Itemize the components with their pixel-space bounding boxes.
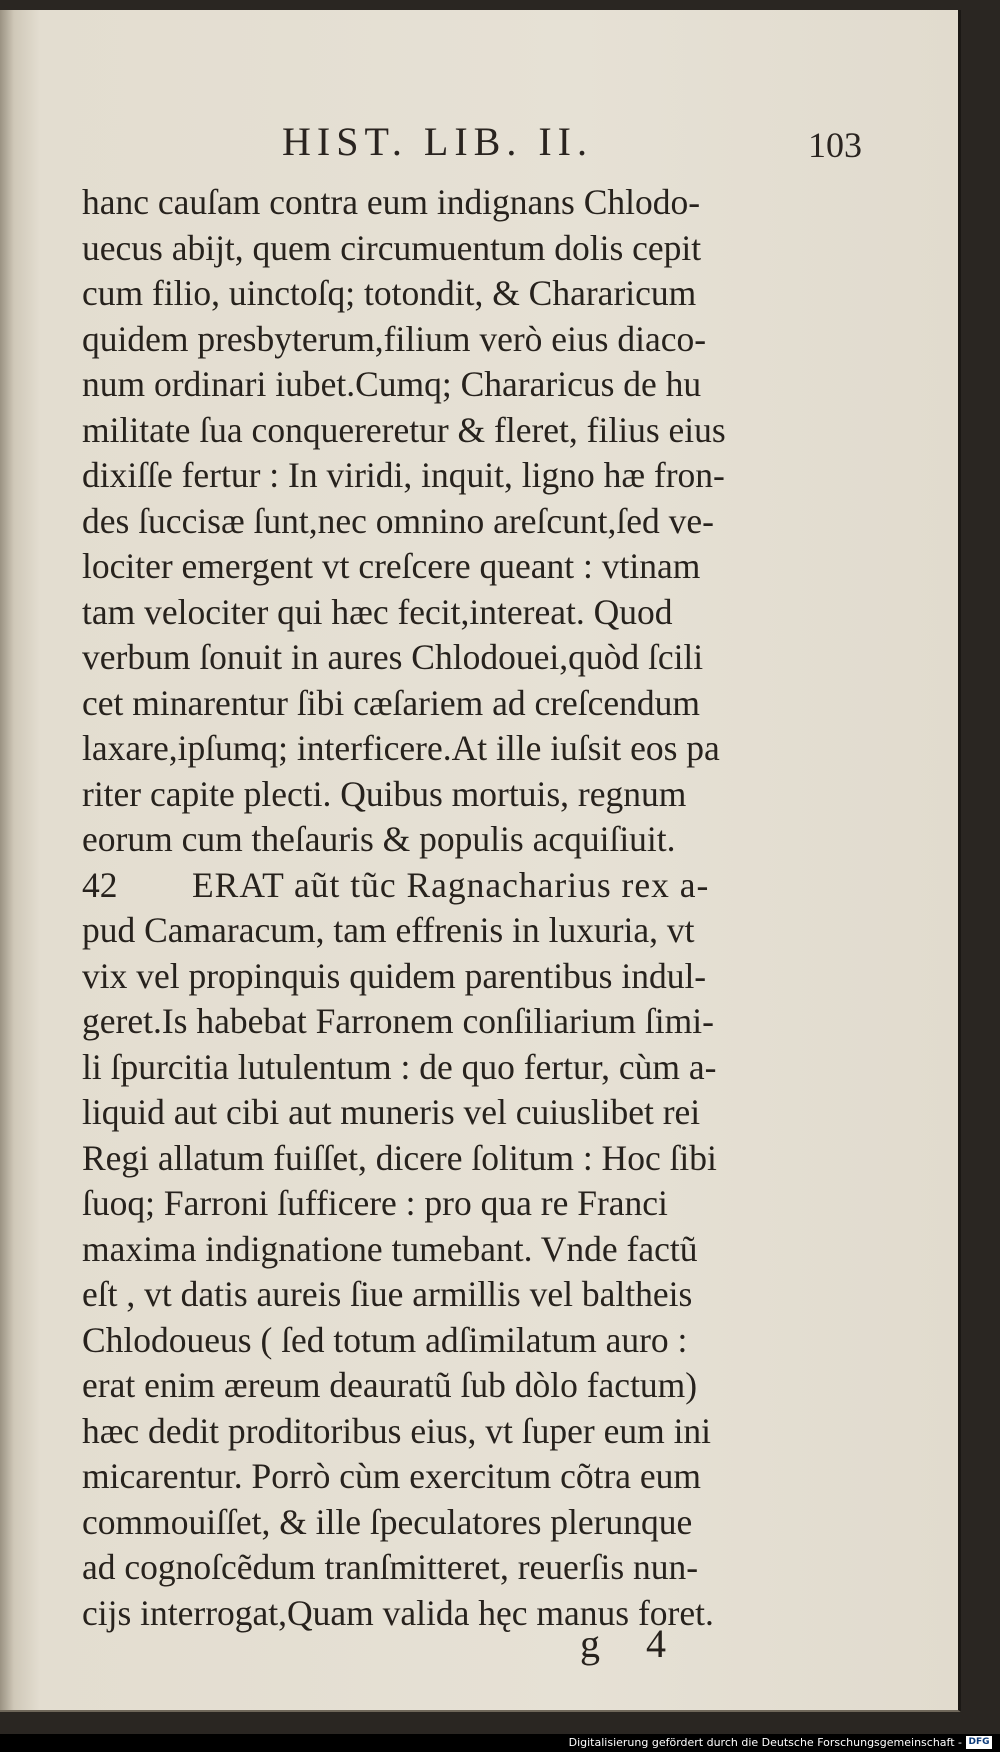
text-line: cet minarentur ſibi cæſariem ad creſcendum: [82, 682, 701, 723]
running-title: HIST. LIB. II.: [282, 119, 593, 164]
text-line: geret.Is habebat Farronem conſiliarium ſimi-: [82, 1001, 714, 1041]
page-number: 103: [808, 125, 862, 165]
text-line: cijs interrogat,Quam valida hęc manus foret.: [82, 1592, 714, 1633]
text-line: dixiſſe fertur : In viridi, inquit, ligno hæ fron-: [82, 455, 725, 495]
text-line: militate ſua conquereretur & fleret, filius eius: [82, 409, 726, 450]
text-line: li ſpurcitia lutulentum : de quo fertur, cùm a-: [82, 1046, 717, 1087]
body-text: [82, 180, 862, 1636]
page-header: [0, 118, 958, 168]
text-line: Chlodoueus ( ſed totum adſimilatum auro :: [82, 1319, 688, 1360]
margin-section-number: 42: [82, 864, 118, 905]
text-line: verbum ſonuit in aures Chlodouei,quòd ſcili: [82, 637, 704, 677]
text-line: tam velociter qui hæc fecit,intereat. Quod: [82, 591, 673, 632]
funding-credit: Digitalisierung gefördert durch die Deutsche Forschungsgemeinschaft -: [568, 1736, 962, 1749]
text-line: riter capite plecti. Quibus mortuis, regnum: [82, 773, 687, 814]
text-line: eorum cum theſauris & populis acquiſiuit.: [82, 819, 676, 859]
paragraph-opening-text: ERAT aũt tũc Ragnacharius rex a-: [192, 864, 710, 905]
text-line: laxare,ipſumq; interficere.At ille iuſsit eos pa: [82, 728, 720, 768]
book-page: [0, 10, 961, 1712]
text-line: ad cognoſcẽdum tranſmitteret, reuerſis nun-: [82, 1547, 699, 1587]
text-line: cum filio, uinctoſq; totondit, & Chararicum: [82, 273, 697, 313]
text-line: uecus abijt, quem circumuentum dolis cepit: [82, 227, 702, 268]
text-line: maxima indignatione tumebant. Vnde factũ: [82, 1228, 698, 1269]
text-line: liquid aut cibi aut muneris vel cuiuslibet rei: [82, 1092, 701, 1132]
text-line: quidem presbyterum,filium verò eius diaco-: [82, 318, 707, 359]
text-line: ſuoq; Farroni ſufficere : pro qua re Franci: [82, 1183, 668, 1223]
dfg-logo-icon: DFG: [966, 1736, 992, 1749]
text-line: hæc dedit proditoribus eius, vt ſuper eum ini: [82, 1410, 712, 1451]
text-line: num ordinari iubet.Cumq; Chararicus de hu: [82, 364, 702, 404]
text-line: hanc cauſam contra eum indignans Chlodo-: [82, 182, 701, 222]
text-line: vix vel propinquis quidem parentibus indul-: [82, 955, 707, 996]
text-line: des ſuccisæ ſunt,nec omnino areſcunt,ſed ve-: [82, 500, 714, 541]
text-line: pud Camaracum, tam effrenis in luxuria, vt: [82, 910, 695, 950]
text-line: erat enim æreum deauratũ ſub dòlo factum): [82, 1365, 698, 1405]
text-line: micarentur. Porrò cùm exercitum cõtra eum: [82, 1456, 702, 1496]
text-line: lociter emergent vt creſcere queant : vtinam: [82, 546, 701, 586]
digitization-footer: [0, 1734, 1000, 1752]
signature-mark: g 4: [580, 1621, 684, 1666]
numbered-paragraph-line: [82, 863, 862, 909]
text-line: eſt , vt datis aureis ſiue armillis vel baltheis: [82, 1274, 693, 1314]
text-line: commouiſſet, & ille ſpeculatores plerunque: [82, 1501, 693, 1542]
text-line: Regi allatum fuiſſet, dicere ſolitum : Hoc ſibi: [82, 1137, 717, 1178]
